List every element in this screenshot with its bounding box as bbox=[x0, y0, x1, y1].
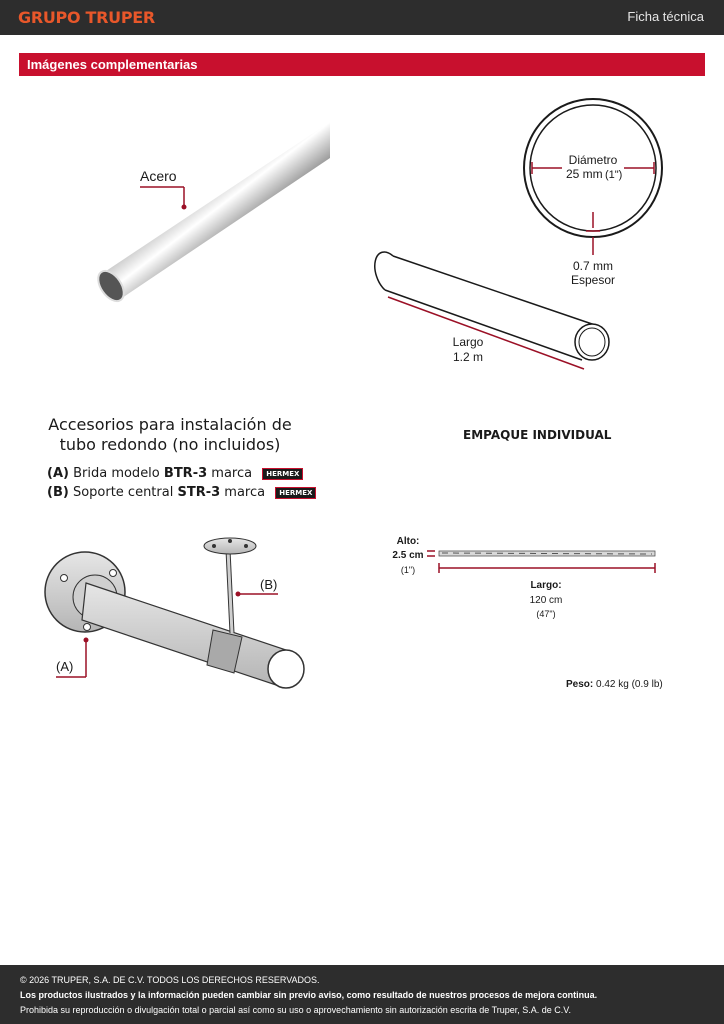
footer-copyright: © 2026 TRUPER, S.A. DE C.V. TODOS LOS DERECHOS RESERVADOS. bbox=[20, 975, 320, 985]
callout-a: (A) bbox=[56, 659, 74, 674]
accessory-model: BTR-3 bbox=[163, 466, 208, 481]
length-value: 1.2 m bbox=[452, 350, 484, 364]
diameter-diagram bbox=[524, 99, 662, 287]
acero-label: Acero bbox=[140, 168, 177, 184]
accessory-suffix: marca bbox=[211, 466, 253, 481]
section-title: Imágenes complementarias bbox=[27, 57, 198, 72]
weight-label: Peso: bbox=[566, 679, 594, 690]
pkg-height-value: 2.5 cm bbox=[392, 550, 424, 561]
pkg-length-inch: (47") bbox=[536, 609, 556, 619]
thickness-label: Espesor bbox=[570, 273, 616, 287]
accessory-tag: (B) bbox=[47, 485, 69, 500]
hermex-logo: HERMEX bbox=[262, 468, 303, 480]
footer-bar bbox=[0, 965, 724, 1024]
diameter-label: Diámetro bbox=[568, 153, 618, 167]
thickness-value: 0.7 mm bbox=[572, 259, 614, 273]
hermex-logo: HERMEX bbox=[275, 487, 316, 499]
weight-info bbox=[566, 679, 663, 690]
pkg-height-inch: (1") bbox=[400, 565, 416, 575]
accessories-title-line1: Accesorios para instalación de bbox=[48, 415, 292, 434]
accessory-item-a bbox=[47, 466, 303, 481]
footer-prohibition: Prohibida su reproducción o divulgación total o parcial así como su uso o aprovechamiento sin autorización escrita de Truper, S.A. de C.V. bbox=[20, 1005, 571, 1015]
length-label: Largo bbox=[452, 335, 484, 349]
footer-notice: Los productos ilustrados y la información pueden cambiar sin previo aviso, como resultado de nuestros procesos de mejora continua. bbox=[20, 990, 598, 1000]
steel-tube-illustration bbox=[93, 122, 330, 306]
accessory-tag: (A) bbox=[47, 466, 69, 481]
doc-type-label: Ficha técnica bbox=[627, 9, 704, 24]
accessory-text: Brida modelo bbox=[73, 466, 160, 481]
accessory-suffix: marca bbox=[224, 485, 266, 500]
callout-b: (B) bbox=[260, 577, 278, 592]
accessory-model: STR-3 bbox=[177, 485, 221, 500]
pkg-height-label: Alto: bbox=[396, 536, 420, 547]
accessories-title-line2: tubo redondo (no incluidos) bbox=[59, 435, 281, 454]
acero-callout bbox=[140, 168, 187, 210]
accessories-title bbox=[40, 415, 300, 455]
pkg-length-label: Largo: bbox=[530, 580, 562, 591]
accessory-item-b bbox=[47, 485, 316, 500]
diameter-inch: (1") bbox=[605, 169, 623, 181]
installation-illustration bbox=[45, 538, 304, 688]
brand-logo: GRUPO TRUPER bbox=[18, 8, 155, 27]
pkg-length-value: 120 cm bbox=[529, 595, 563, 606]
weight-value: 0.42 kg (0.9 lb) bbox=[596, 679, 663, 690]
packaging-title: EMPAQUE INDIVIDUAL bbox=[463, 428, 612, 442]
accessory-text: Soporte central bbox=[72, 485, 174, 500]
packaging-diagram bbox=[392, 536, 655, 619]
diameter-value: 25 mm bbox=[566, 167, 603, 181]
